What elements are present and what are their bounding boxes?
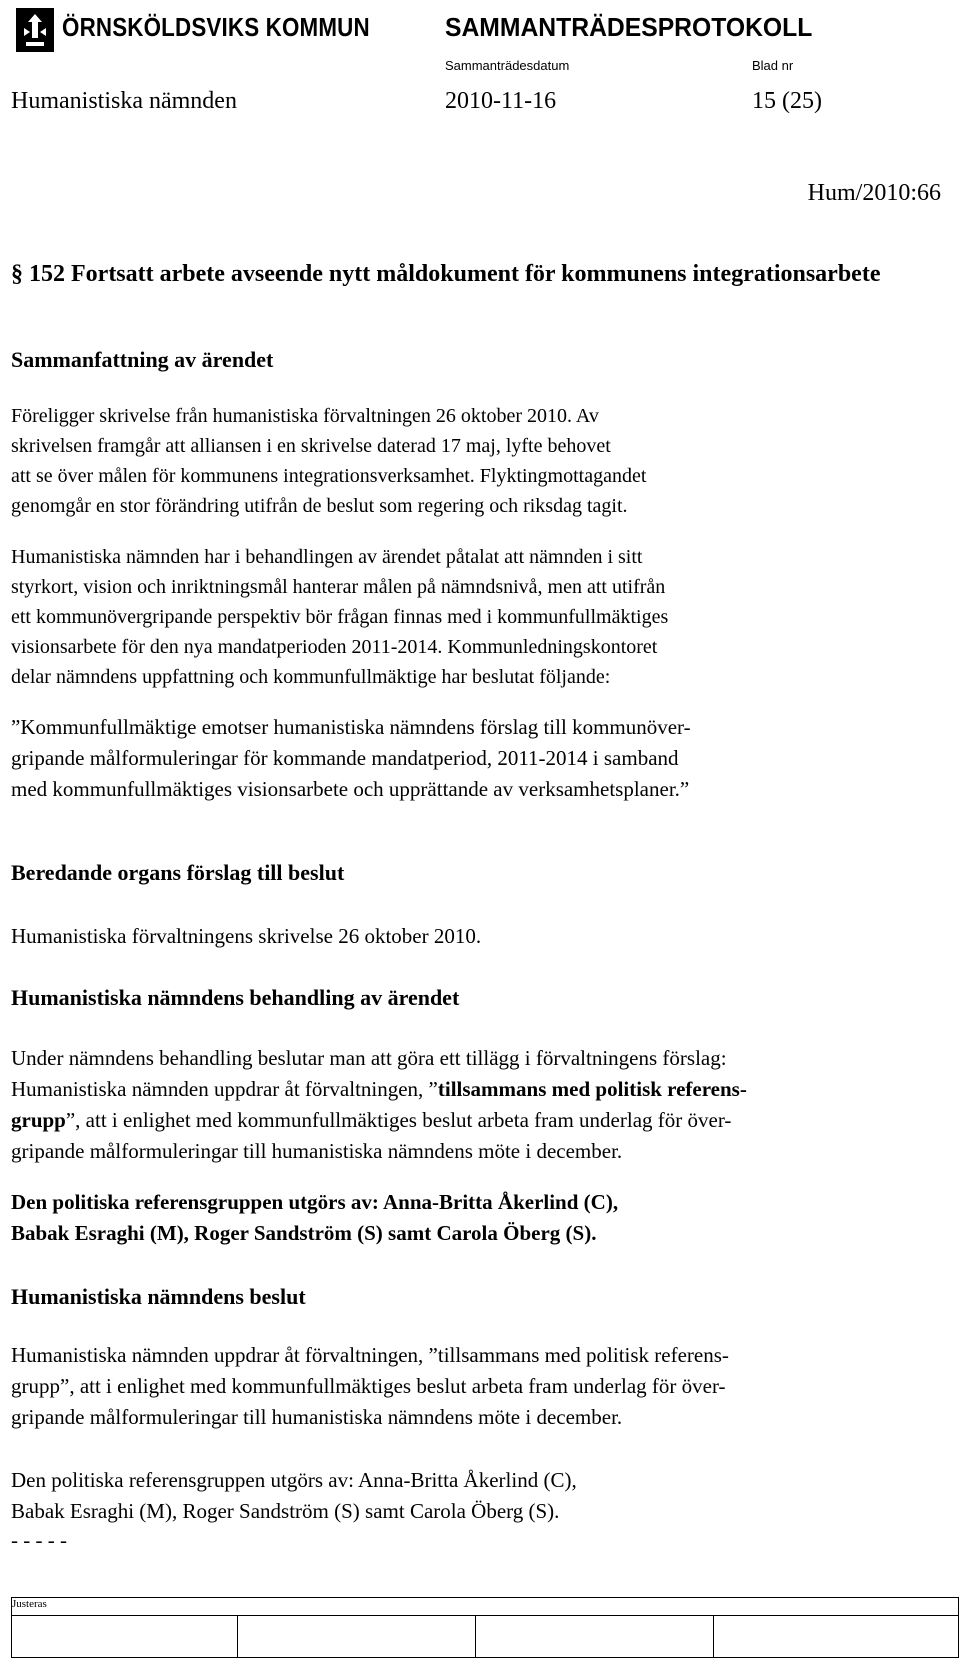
proposal-text bbox=[11, 921, 951, 951]
text-line: genomgår en stor förändring utifrån de beslut som regering och riksdag tagit. bbox=[11, 495, 628, 517]
text-line: visionsarbete för den nya mandatperioden 2011-2014. Kommunledningskontoret bbox=[11, 636, 658, 658]
page-number-label: Blad nr bbox=[752, 58, 794, 73]
text-line: gripande målformuleringar för kommande mandatperiod, 2011-2014 i samband bbox=[11, 746, 679, 770]
meeting-date-label: Sammanträdesdatum bbox=[445, 58, 570, 73]
text-line: Den politiska referensgruppen utgörs av: Anna-Britta Åkerlind (C), bbox=[11, 1468, 577, 1492]
summary-heading: Sammanfattning av ärendet bbox=[11, 347, 274, 372]
item-title: § 152 Fortsatt arbete avseende nytt måldokument för kommunens integrationsarbete bbox=[11, 261, 881, 287]
text-line: Under nämndens behandling beslutar man att göra ett tillägg i förvaltningens förslag: bbox=[11, 1046, 727, 1070]
bold-fragment: tillsammans med politisk referens- bbox=[437, 1077, 747, 1101]
justeras-label: Justeras bbox=[12, 1598, 959, 1616]
council-quote bbox=[11, 712, 951, 805]
text-line: skrivelsen framgår att alliansen i en skrivelse daterad 17 maj, lyfte behovet bbox=[11, 435, 611, 457]
text-line: att se över målen för kommunens integrationsverksamhet. Flyktingmottagandet bbox=[11, 465, 647, 487]
text-line: styrkort, vision och inriktningsmål hanterar målen på nämndsnivå, men att utifrån bbox=[11, 576, 666, 598]
text-fragment: Humanistiska nämnden uppdrar åt förvaltningen, ” bbox=[11, 1077, 438, 1101]
text-line: grupp”, att i enlighet med kommunfullmäktiges beslut arbeta fram underlag för över- bbox=[11, 1374, 726, 1398]
text-line: Den politiska referensgruppen utgörs av: Anna-Britta Åkerlind (C), bbox=[11, 1190, 619, 1214]
municipality-crest-logo bbox=[16, 8, 54, 52]
text-line: gripande målformuleringar till humanistiska nämndens möte i december. bbox=[11, 1139, 623, 1163]
decision-heading: Humanistiska nämndens beslut bbox=[11, 1284, 306, 1309]
text-line: Babak Esraghi (M), Roger Sandström (S) samt Carola Öberg (S). bbox=[11, 1221, 597, 1245]
text-line bbox=[11, 1105, 951, 1136]
text-line: gripande målformuleringar till humanistiska nämndens möte i december. bbox=[11, 1405, 623, 1429]
decision-paragraph bbox=[11, 1340, 951, 1433]
organisation-name: ÖRNSKÖLDSVIKS KOMMUN bbox=[62, 12, 370, 42]
separator: - - - - - bbox=[11, 1528, 67, 1552]
signature-table bbox=[11, 1597, 959, 1658]
text-fragment: ”, att i enlighet med kommunfullmäktiges beslut arbeta fram underlag för över- bbox=[65, 1108, 732, 1132]
signature-cell[interactable] bbox=[476, 1616, 714, 1658]
handling-heading: Humanistiska nämndens behandling av ärendet bbox=[11, 985, 460, 1010]
text-line: Humanistiska nämnden har i behandlingen av ärendet påtalat att nämnden i sitt bbox=[11, 546, 643, 568]
crest-icon bbox=[16, 8, 54, 52]
committee-name: Humanistiska nämnden bbox=[11, 88, 237, 114]
summary-paragraph-1 bbox=[11, 401, 951, 521]
text-line: Babak Esraghi (M), Roger Sandström (S) samt Carola Öberg (S). bbox=[11, 1499, 560, 1523]
handling-reference-group bbox=[11, 1187, 951, 1249]
bold-fragment: grupp bbox=[11, 1108, 66, 1132]
meeting-date: 2010-11-16 bbox=[445, 88, 557, 114]
signature-cell[interactable] bbox=[12, 1616, 238, 1658]
text-line: Föreligger skrivelse från humanistiska förvaltningen 26 oktober 2010. Av bbox=[11, 405, 599, 427]
text-line: Humanistiska förvaltningens skrivelse 26 oktober 2010. bbox=[11, 924, 482, 948]
document-type: SAMMANTRÄDESPROTOKOLL bbox=[445, 12, 813, 42]
summary-paragraph-2 bbox=[11, 542, 951, 692]
page-number: 15 (25) bbox=[752, 88, 822, 114]
signature-cell[interactable] bbox=[714, 1616, 959, 1658]
decision-reference-group bbox=[11, 1465, 951, 1553]
proposal-heading: Beredande organs förslag till beslut bbox=[11, 860, 345, 885]
case-reference: Hum/2010:66 bbox=[807, 180, 941, 206]
signature-cell[interactable] bbox=[238, 1616, 476, 1658]
handling-paragraph bbox=[11, 1043, 951, 1167]
text-line: delar nämndens uppfattning och kommunfullmäktige har beslutat följande: bbox=[11, 666, 611, 688]
text-line: med kommunfullmäktiges visionsarbete och upprättande av verksamhetsplaner.” bbox=[11, 777, 690, 801]
text-line bbox=[11, 1074, 951, 1105]
text-line: Humanistiska nämnden uppdrar åt förvaltningen, ”tillsammans med politisk referens- bbox=[11, 1343, 729, 1367]
text-line: ett kommunövergripande perspektiv bör frågan finnas med i kommunfullmäktiges bbox=[11, 606, 669, 628]
text-line: ”Kommunfullmäktige emotser humanistiska nämndens förslag till kommunöver- bbox=[11, 715, 691, 739]
